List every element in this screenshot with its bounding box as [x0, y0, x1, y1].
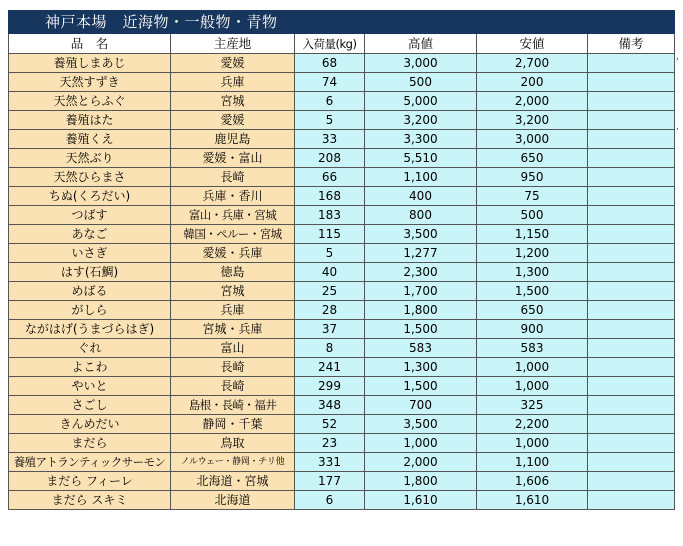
cell-high-price: 3,500: [365, 415, 477, 434]
cell-low-price: 500: [477, 206, 588, 225]
cell-note: [588, 187, 675, 206]
table-row: [9, 168, 675, 187]
cell-name: よこわ: [9, 358, 171, 377]
table-row: [9, 396, 675, 415]
cell-high-price: 1,000: [365, 434, 477, 453]
cell-name: 天然とらふぐ: [9, 92, 171, 111]
cell-origin: 兵庫・香川: [171, 187, 295, 206]
cell-quantity: 74: [295, 73, 365, 92]
table-row: [9, 320, 675, 339]
cell-name: ちぬ(くろだい): [9, 187, 171, 206]
cell-quantity: 33: [295, 130, 365, 149]
cell-name: 天然ひらまさ: [9, 168, 171, 187]
cell-quantity: 241: [295, 358, 365, 377]
table-row: [9, 377, 675, 396]
cell-low-price: 2,200: [477, 415, 588, 434]
header-low-price: 安値: [477, 34, 588, 54]
cell-note: [588, 339, 675, 358]
table-row: [9, 244, 675, 263]
cell-low-price: 650: [477, 149, 588, 168]
cell-origin: 愛媛: [171, 111, 295, 130]
cell-note: [588, 377, 675, 396]
table-row: [9, 453, 675, 472]
table-row: [9, 415, 675, 434]
cell-origin: ノルウェー・静岡・チリ他: [171, 453, 295, 472]
cell-name: 養殖くえ: [9, 130, 171, 149]
cell-low-price: 1,200: [477, 244, 588, 263]
header-note: 備考: [588, 34, 675, 54]
cell-high-price: 3,300: [365, 130, 477, 149]
cell-high-price: 1,500: [365, 377, 477, 396]
cell-quantity: 5: [295, 111, 365, 130]
cell-note: [588, 149, 675, 168]
cell-low-price: 3,200: [477, 111, 588, 130]
cell-low-price: 1,610: [477, 491, 588, 510]
cell-high-price: 400: [365, 187, 477, 206]
cell-quantity: 348: [295, 396, 365, 415]
header-quantity: 入荷量(kg): [295, 34, 365, 54]
table-row: [9, 54, 675, 73]
cell-note: [588, 244, 675, 263]
cell-origin: 鳥取: [171, 434, 295, 453]
table-row: [9, 187, 675, 206]
cell-low-price: 200: [477, 73, 588, 92]
cell-note: [588, 225, 675, 244]
cell-high-price: 700: [365, 396, 477, 415]
cell-name: がしら: [9, 301, 171, 320]
cell-high-price: 1,277: [365, 244, 477, 263]
table-row: [9, 263, 675, 282]
cell-name: はす(石鯛): [9, 263, 171, 282]
cell-note: [588, 301, 675, 320]
cell-note: [588, 320, 675, 339]
cell-name: まだら スキミ: [9, 491, 171, 510]
cell-high-price: 3,000: [365, 54, 477, 73]
table-row: [9, 472, 675, 491]
cell-note: [588, 453, 675, 472]
cell-note: [588, 282, 675, 301]
cell-origin: 北海道・宮城: [171, 472, 295, 491]
cell-name: めばる: [9, 282, 171, 301]
cell-low-price: 583: [477, 339, 588, 358]
cell-quantity: 208: [295, 149, 365, 168]
cell-quantity: 40: [295, 263, 365, 282]
table-row: [9, 206, 675, 225]
cell-note: [588, 491, 675, 510]
sheet-title: 神戸本場 近海物・一般物・青物: [9, 11, 675, 34]
market-price-sheet: [8, 10, 675, 510]
cell-low-price: 1,150: [477, 225, 588, 244]
cell-note: [588, 54, 675, 73]
table-row: [9, 339, 675, 358]
cell-high-price: 2,300: [365, 263, 477, 282]
cell-note: [588, 130, 675, 149]
table-row: [9, 130, 675, 149]
header-row: [9, 34, 675, 54]
cell-quantity: 331: [295, 453, 365, 472]
cell-high-price: 5,000: [365, 92, 477, 111]
cell-quantity: 66: [295, 168, 365, 187]
cell-note: [588, 111, 675, 130]
cell-name: つばす: [9, 206, 171, 225]
cell-origin: 兵庫: [171, 301, 295, 320]
cell-note: [588, 263, 675, 282]
cell-name: まだら: [9, 434, 171, 453]
cell-name: あなご: [9, 225, 171, 244]
cell-quantity: 28: [295, 301, 365, 320]
cell-quantity: 8: [295, 339, 365, 358]
cell-note: [588, 434, 675, 453]
cell-quantity: 25: [295, 282, 365, 301]
cell-origin: 鹿児島: [171, 130, 295, 149]
cell-origin: 韓国・ペルー・宮城: [171, 225, 295, 244]
cell-origin: 静岡・千葉: [171, 415, 295, 434]
cell-note: [588, 168, 675, 187]
cell-quantity: 52: [295, 415, 365, 434]
title-row: [9, 11, 675, 34]
table-row: [9, 111, 675, 130]
cell-name: ながはげ(うまづらはぎ): [9, 320, 171, 339]
cell-high-price: 5,510: [365, 149, 477, 168]
header-origin: 主産地: [171, 34, 295, 54]
cell-origin: 北海道: [171, 491, 295, 510]
cell-name: まだら フィーレ: [9, 472, 171, 491]
cell-low-price: 950: [477, 168, 588, 187]
margin-mark: ,: [676, 52, 679, 62]
margin-mark: ,: [676, 122, 679, 132]
cell-low-price: 2,000: [477, 92, 588, 111]
cell-low-price: 2,700: [477, 54, 588, 73]
cell-note: [588, 358, 675, 377]
cell-low-price: 1,000: [477, 377, 588, 396]
cell-quantity: 68: [295, 54, 365, 73]
cell-low-price: 75: [477, 187, 588, 206]
cell-note: [588, 206, 675, 225]
header-name: 品 名: [9, 34, 171, 54]
cell-quantity: 6: [295, 92, 365, 111]
cell-name: 養殖しまあじ: [9, 54, 171, 73]
cell-high-price: 3,500: [365, 225, 477, 244]
cell-quantity: 37: [295, 320, 365, 339]
cell-low-price: 1,000: [477, 358, 588, 377]
cell-origin: 兵庫: [171, 73, 295, 92]
cell-high-price: 583: [365, 339, 477, 358]
cell-high-price: 2,000: [365, 453, 477, 472]
price-table: [8, 10, 675, 510]
cell-high-price: 1,800: [365, 301, 477, 320]
cell-quantity: 168: [295, 187, 365, 206]
cell-quantity: 183: [295, 206, 365, 225]
cell-origin: 富山: [171, 339, 295, 358]
cell-origin: 徳島: [171, 263, 295, 282]
cell-quantity: 177: [295, 472, 365, 491]
cell-origin: 宮城: [171, 92, 295, 111]
table-row: [9, 92, 675, 111]
cell-note: [588, 415, 675, 434]
cell-high-price: 1,700: [365, 282, 477, 301]
cell-origin: 愛媛・兵庫: [171, 244, 295, 263]
cell-origin: 愛媛・富山: [171, 149, 295, 168]
cell-high-price: 1,800: [365, 472, 477, 491]
cell-quantity: 23: [295, 434, 365, 453]
cell-note: [588, 396, 675, 415]
table-row: [9, 282, 675, 301]
cell-quantity: 5: [295, 244, 365, 263]
cell-name: いさぎ: [9, 244, 171, 263]
table-row: [9, 301, 675, 320]
cell-quantity: 115: [295, 225, 365, 244]
cell-low-price: 900: [477, 320, 588, 339]
cell-note: [588, 92, 675, 111]
cell-name: やいと: [9, 377, 171, 396]
cell-high-price: 1,100: [365, 168, 477, 187]
table-row: [9, 491, 675, 510]
cell-note: [588, 73, 675, 92]
cell-name: ぐれ: [9, 339, 171, 358]
cell-note: [588, 472, 675, 491]
cell-origin: 長崎: [171, 168, 295, 187]
cell-quantity: 6: [295, 491, 365, 510]
cell-low-price: 650: [477, 301, 588, 320]
table-row: [9, 434, 675, 453]
cell-origin: 長崎: [171, 377, 295, 396]
cell-origin: 島根・長崎・福井: [171, 396, 295, 415]
cell-origin: 長崎: [171, 358, 295, 377]
cell-quantity: 299: [295, 377, 365, 396]
cell-origin: 富山・兵庫・宮城: [171, 206, 295, 225]
cell-high-price: 3,200: [365, 111, 477, 130]
cell-name: きんめだい: [9, 415, 171, 434]
table-row: [9, 149, 675, 168]
cell-low-price: 1,300: [477, 263, 588, 282]
cell-low-price: 3,000: [477, 130, 588, 149]
cell-name: 養殖アトランティックサーモン: [9, 453, 171, 472]
cell-name: 天然すずき: [9, 73, 171, 92]
cell-high-price: 500: [365, 73, 477, 92]
cell-low-price: 1,000: [477, 434, 588, 453]
cell-name: 養殖はた: [9, 111, 171, 130]
cell-high-price: 1,300: [365, 358, 477, 377]
cell-name: さごし: [9, 396, 171, 415]
cell-high-price: 1,610: [365, 491, 477, 510]
cell-low-price: 1,500: [477, 282, 588, 301]
table-row: [9, 225, 675, 244]
cell-origin: 愛媛: [171, 54, 295, 73]
header-high-price: 高値: [365, 34, 477, 54]
table-row: [9, 73, 675, 92]
cell-high-price: 1,500: [365, 320, 477, 339]
cell-low-price: 325: [477, 396, 588, 415]
cell-low-price: 1,100: [477, 453, 588, 472]
cell-origin: 宮城: [171, 282, 295, 301]
cell-low-price: 1,606: [477, 472, 588, 491]
cell-name: 天然ぶり: [9, 149, 171, 168]
table-row: [9, 358, 675, 377]
cell-origin: 宮城・兵庫: [171, 320, 295, 339]
cell-high-price: 800: [365, 206, 477, 225]
